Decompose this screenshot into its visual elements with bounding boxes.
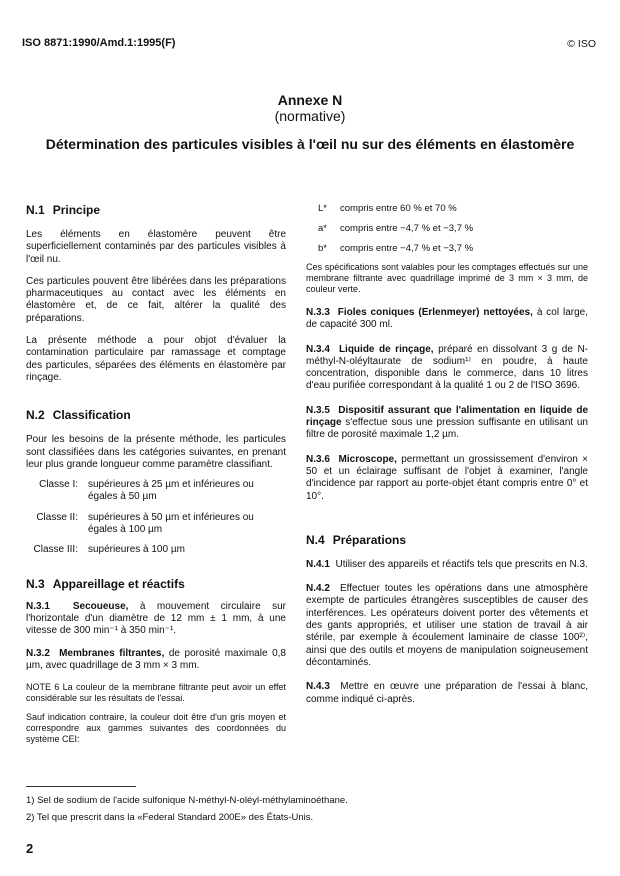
n3-5-paragraph: N.3.5 Dispositif assurant que l'alimentation en liquide de rinçage s'effectue sous une pression suffisante en utilisant un filtre de porosité maximale 1,2 µm. xyxy=(306,404,588,441)
class-item: Classe III: supérieures à 100 µm xyxy=(33,544,185,556)
document-title: Détermination des particules visibles à l'œil nu sur des éléments en élastomère xyxy=(45,136,575,152)
annex-type: (normative) xyxy=(274,108,346,124)
right-column xyxy=(306,203,588,706)
n4-1-paragraph: N.4.1 Utiliser des appareils et réactifs tels que prescrits en N.3. xyxy=(306,558,588,570)
cie-criteria xyxy=(318,203,588,254)
class-item: Classe I: supérieures à 25 µm et inférieures ou égales à 50 µm xyxy=(39,479,254,503)
section-n3-heading: N.3 Appareillage et réactifs xyxy=(26,576,185,591)
n4-2-paragraph: N.4.2 Effectuer toutes les opérations dans une atmosphère exempte de particules étrangères susceptibles de causer des interférences. Les opérateurs doivent porter des vêtements et des gants appropriés, et utiliser une station de travail à air stérile, par exemple à écoulement laminaire de classe 100²⁾, ainsi que des outils et moyens de manipulation soigneusement décontaminés. xyxy=(306,583,588,668)
section-n2-heading: N.2 Classification xyxy=(26,408,131,423)
n4-3-paragraph: N.4.3 Mettre en œuvre une préparation de l'essai à blanc, comme indiqué ci-après. xyxy=(306,681,588,705)
criterion-row: a* compris entre −4,7 % et −3,7 % xyxy=(318,223,474,234)
n2-paragraph: Pour les besoins de la présente méthode, les particules sont classifiées dans les catégories suivantes, en prenant leur plus grande longueur comme paramètre classifiant. xyxy=(26,434,286,470)
n3-4-paragraph: N.3.4 Liquide de rinçage, préparé en dissolvant 3 g de N-méthyl-N-oléyltaurate de sodium¹⁾ en poudre, à haute concentration, disponible dans le commerce, dans 10 litres d'eau purifiée correspondant à la qualité 1 ou 2 de l'ISO 3696. xyxy=(306,343,588,392)
n1-paragraph-2: Ces particules pouvent être libérées dans les préparations pharmaceutiques au contact avec les éléments en élastomère et, de ce fait, altérer la qualité des préparations. xyxy=(26,275,286,324)
footnote-divider xyxy=(26,786,136,787)
copyright-mark: © ISO xyxy=(567,38,596,50)
title-block xyxy=(0,92,620,153)
criterion-row: b* compris entre −4,7 % et −3,7 % xyxy=(318,243,474,254)
n1-paragraph-1: Les éléments en élastomère peuvent être superficiellement contaminés par des particules visibles à l'œil nu. xyxy=(26,229,286,265)
section-n1-heading: N.1 Principe xyxy=(26,203,101,217)
annex-title: Annexe N xyxy=(277,92,343,108)
left-column xyxy=(26,203,286,745)
n3-3-paragraph: N.3.3 Fioles coniques (Erlenmeyer) nettoyées, à col large, de capacité 300 ml. xyxy=(306,307,589,331)
criterion-row: L* compris entre 60 % et 70 % xyxy=(318,203,457,214)
spec-paragraph: Ces spécifications sont valables pour les comptages effectués sur une membrane filtrante avec quadrillage imprimé de 3 mm × 3 mm, de couleur verte. xyxy=(306,262,588,294)
footnote-2: 2) Tel que prescrit dans la «Federal Standard 200E» des États-Unis. xyxy=(26,812,314,823)
page-number: 2 xyxy=(26,841,34,856)
class-item: Classe II: supérieures à 50 µm et inférieures ou égales à 100 µm xyxy=(36,511,254,536)
n3-2-paragraph: N.3.2 Membranes filtrantes, de porosité maximale 0,8 µm, avec quadrillage de 3 mm × 3 mm. xyxy=(26,647,286,671)
n1-paragraph-3: La présente méthode a pour objot d'évaluer la contamination particulaire par ramassage et comptage des particules, séparées des éléments en élastomère par rinçage. xyxy=(26,335,286,383)
class-list xyxy=(26,479,286,556)
n3-1-paragraph: N.3.1 Secoueuse, à mouvement circulaire sur l'horizontale d'un diamètre de 12 mm ± 1 mm, à une vitesse de 300 min⁻¹ à 350 min⁻¹. xyxy=(26,600,287,637)
n3-6-paragraph: N.3.6 Microscope, permettant un grossissement d'environ × 50 et un éclairage suffisant de l'objet à examiner, l'angle d'incidence par rapport au porte-objet étant compris entre 0° et 10°. xyxy=(306,453,589,502)
document-reference: ISO 8871:1990/Amd.1:1995(F) xyxy=(22,37,176,49)
note-6: NOTE 6 La couleur de la membrane filtrante peut avoir un effet considérable sur les résultats de l'essai. xyxy=(26,682,286,704)
color-intro: Sauf indication contraire, la couleur doit être d'un gris moyen et correspondre aux gammes suivantes des coordonnées du système CEI: xyxy=(26,712,286,745)
footnote-1: 1) Sel de sodium de l'acide sulfonique N-méthyl-N-oléyl-méthylaminoéthane. xyxy=(26,795,348,806)
section-n4-heading: N.4 Préparations xyxy=(306,532,407,547)
